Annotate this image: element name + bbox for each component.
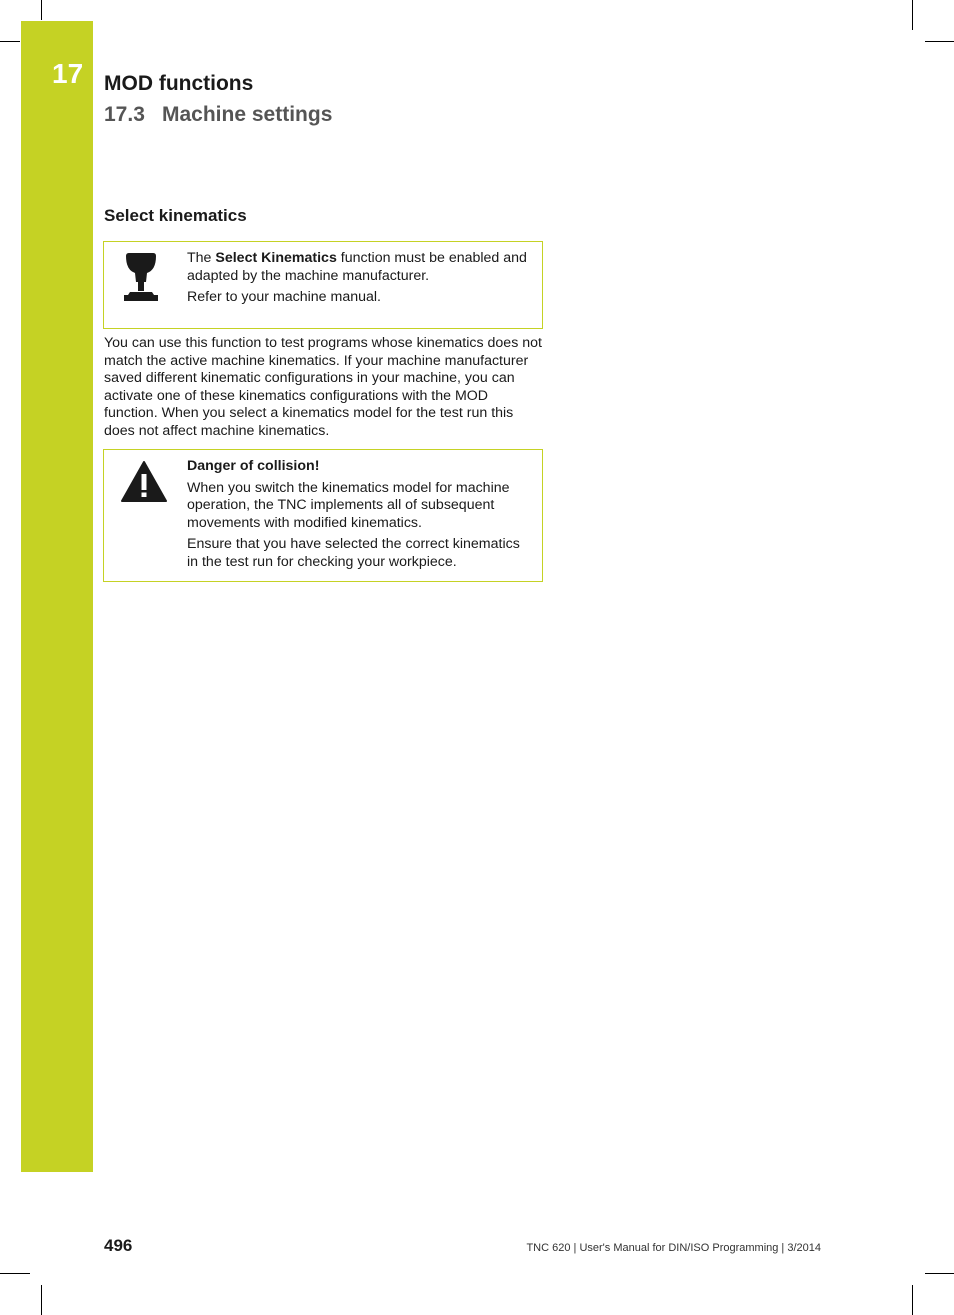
warning-note-text — [187, 458, 534, 576]
machine-spindle-icon — [120, 252, 168, 313]
warning-title: Danger of collision! — [187, 458, 320, 474]
section-number: 17.3 — [104, 103, 145, 126]
warning-para-1: When you switch the kinematics model for machine operation, the TNC implements all of subsequent movements with modified kinematics. — [187, 479, 510, 531]
info-line1-post: function must be enabled and adapted by the machine manufacturer. — [187, 250, 527, 284]
footer-info: TNC 620 | User's Manual for DIN/ISO Programming | 3/2014 — [526, 1242, 821, 1254]
body-paragraph: You can use this function to test programs whose kinematics does not match the active machine kinematics. If your machine manufacturer saved different kinematic configurations in your machine, you can activate one of these kinematics configurations with the MOD function. When you select a kinematics model for the test run this does not affect machine kinematics. — [104, 335, 542, 439]
crop-mark — [0, 1273, 30, 1274]
warning-triangle-icon — [120, 460, 168, 509]
crop-mark — [912, 0, 913, 30]
chapter-title: MOD functions — [104, 72, 254, 95]
warning-para-2: Ensure that you have selected the correct kinematics in the test run for checking your workpiece. — [187, 536, 520, 570]
warning-note-box — [103, 449, 543, 582]
info-note-text — [187, 250, 534, 311]
info-line2: Refer to your machine manual. — [187, 289, 381, 306]
crop-mark — [912, 1285, 913, 1315]
crop-mark — [41, 0, 42, 20]
section-title: Machine settings — [162, 103, 333, 126]
crop-mark — [925, 41, 954, 42]
info-function-name: Select Kinematics — [215, 250, 337, 266]
info-note-box — [103, 241, 543, 329]
page-number: 496 — [104, 1236, 133, 1255]
subsection-title: Select kinematics — [104, 206, 247, 225]
crop-mark — [925, 1273, 954, 1274]
crop-mark — [41, 1285, 42, 1315]
crop-mark — [0, 41, 20, 42]
info-line1-pre: The — [187, 250, 216, 266]
section-heading — [104, 103, 332, 126]
chapter-number: 17 — [52, 58, 84, 89]
chapter-side-bar — [21, 21, 93, 1172]
